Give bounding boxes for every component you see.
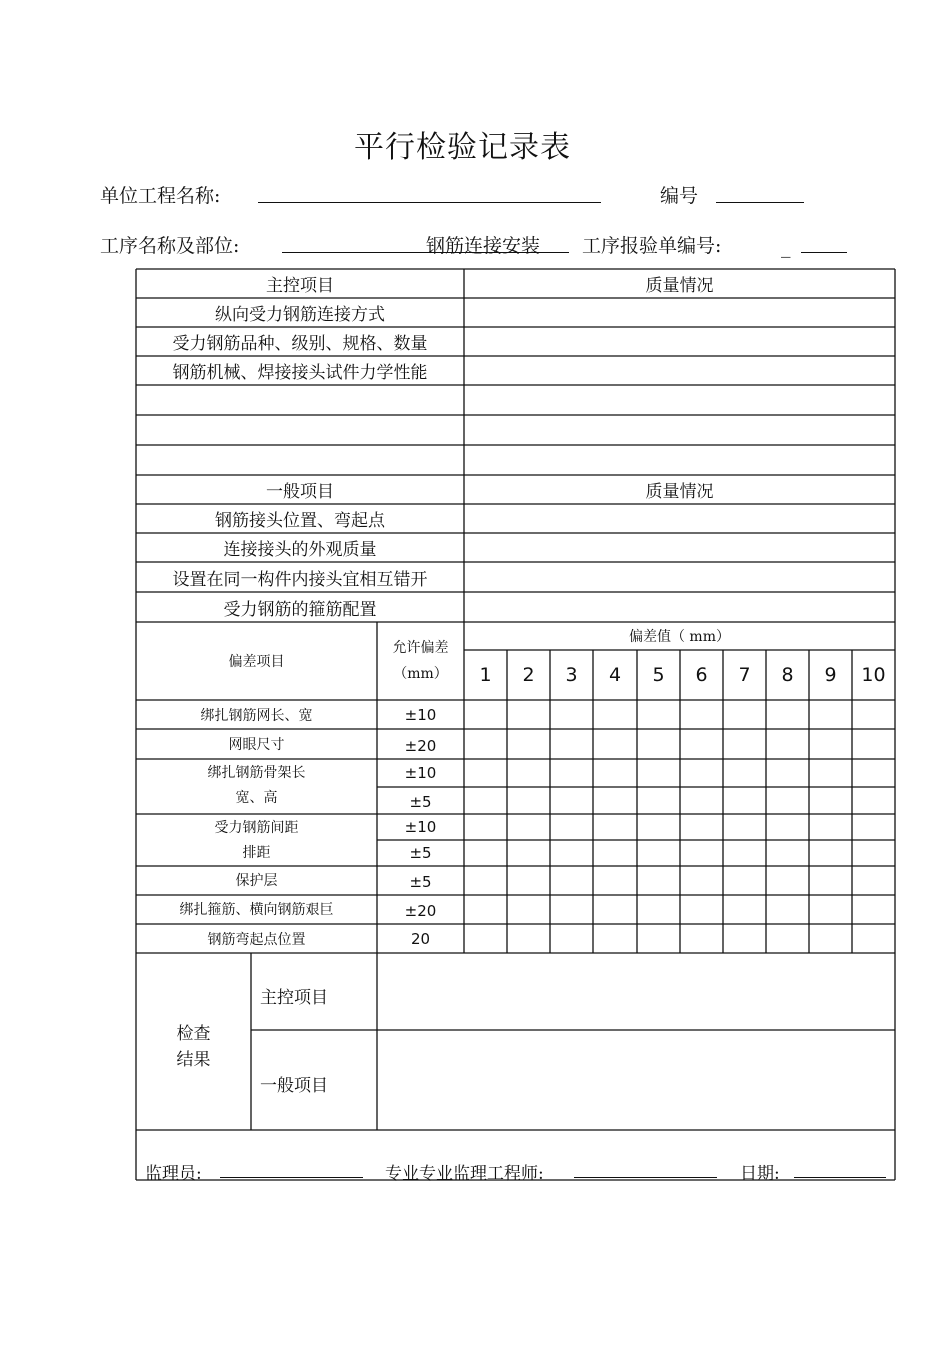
result-general-label: 一般项目 (260, 1076, 328, 1096)
deviation-row-name: 网眼尺寸 (228, 737, 285, 753)
col-number: 4 (608, 664, 622, 686)
deviation-item-header: 偏差项目 (228, 654, 285, 670)
col-number: 10 (861, 664, 886, 686)
deviation-row-tol: ±20 (404, 901, 437, 920)
main-item-2: 受力钢筋品种、级别、规格、数量 (172, 334, 428, 354)
report-number-value: _ (781, 236, 791, 258)
deviation-row-name: 受力钢筋间距 (214, 820, 299, 836)
result-general-field[interactable] (378, 1031, 894, 1129)
col-number: 8 (781, 664, 794, 686)
deviation-row-tol: ±10 (404, 818, 437, 836)
general-quality-header: 质量情况 (645, 482, 714, 502)
col-number: 9 (824, 664, 837, 686)
report-number-label: 工序报验单编号: (582, 235, 722, 257)
result-label-2: 结果 (176, 1049, 211, 1070)
deviation-row-tol: ±10 (404, 764, 437, 782)
main-control-header: 主控项目 (266, 276, 334, 296)
deviation-row-name: 绑扎箍筋、横向钢筋艰巨 (179, 902, 334, 918)
result-main-label: 主控项目 (260, 988, 328, 1008)
deviation-row-tol: ±10 (404, 705, 437, 724)
main-quality-header: 质量情况 (645, 276, 714, 296)
main-item-3: 钢筋机械、焊接接头试件力学性能 (172, 363, 428, 383)
allow-header-1: 允许偏差 (392, 640, 449, 656)
general-item-3: 设置在同一构件内接头宜相互错开 (172, 569, 428, 590)
deviation-row-name: 宽、高 (235, 790, 278, 806)
deviation-row-tol: ±5 (409, 844, 432, 862)
deviation-row-tol: ±20 (404, 737, 437, 755)
general-header: 一般项目 (266, 482, 334, 502)
deviation-row-name: 排距 (242, 845, 271, 861)
general-item-2: 连接接头的外观质量 (223, 540, 377, 560)
col-number: 7 (738, 664, 751, 686)
procedure-value: 钢筋连接安装 (426, 235, 541, 257)
general-item-4: 受力钢筋的箍筋配置 (223, 599, 377, 620)
deviation-row-name: 钢筋弯起点位置 (207, 931, 306, 948)
page-title: 平行检验记录表 (354, 130, 571, 165)
deviation-row-name: 绑扎钢筋网长、宽 (200, 707, 313, 724)
result-main-field[interactable] (378, 954, 894, 1029)
engineer-label: 专业专业监理工程师: (385, 1164, 544, 1184)
allow-header-2: （mm） (393, 666, 448, 682)
supervisor-field[interactable] (220, 1177, 363, 1178)
number-label: 编号 (660, 185, 699, 207)
main-item-1: 纵向受力钢筋连接方式 (215, 305, 385, 325)
date-field[interactable] (794, 1177, 886, 1178)
engineer-field[interactable] (574, 1177, 717, 1178)
date-label: 日期: (740, 1164, 780, 1184)
deviation-row-tol: ±5 (409, 793, 432, 811)
supervisor-label: 监理员: (145, 1164, 202, 1184)
col-number: 3 (565, 664, 578, 686)
deviation-row-name: 保护层 (235, 872, 278, 889)
result-label-1: 检查 (176, 1023, 211, 1044)
col-number: 2 (522, 664, 535, 686)
general-item-1: 钢筋接头位置、弯起点 (215, 511, 385, 531)
col-number: 6 (695, 664, 708, 686)
deviation-row-tol: 20 (410, 929, 431, 948)
col-number: 1 (479, 664, 492, 686)
deviation-row-tol: ±5 (409, 872, 432, 891)
deviation-value-header: 偏差值（ mm） (628, 629, 730, 645)
unit-project-label: 单位工程名称: (100, 185, 221, 207)
col-number: 5 (652, 664, 665, 686)
deviation-row-name: 绑扎钢筋骨架长 (207, 765, 306, 781)
procedure-label: 工序名称及部位: (100, 235, 240, 257)
